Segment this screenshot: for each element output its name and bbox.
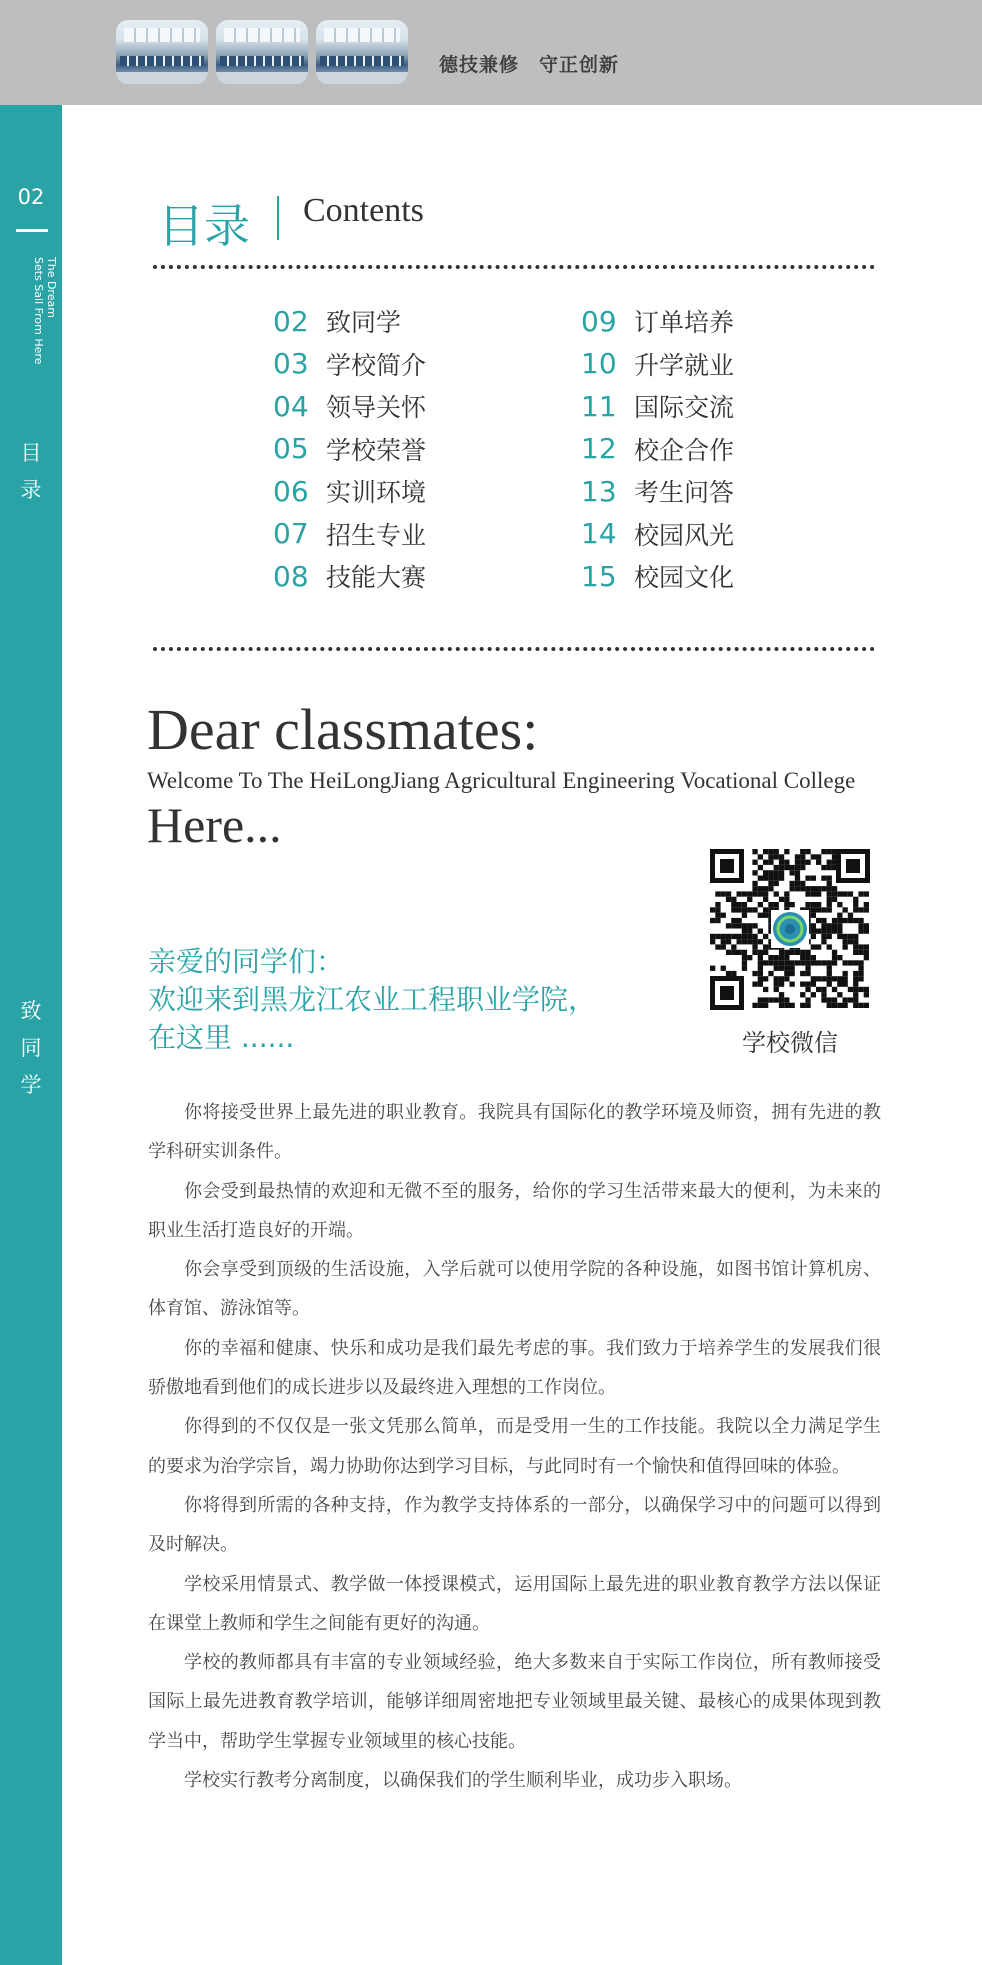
toc-item: 05 学校荣誉 (273, 432, 427, 466)
paragraph: 你将得到所需的各种支持，作为教学支持体系的一部分，以确保学习中的问题可以得到及时解决。 (148, 1494, 881, 1556)
toc-item: 14 校园风光 (581, 517, 735, 551)
side-section-contents: 目 录 (20, 441, 42, 502)
paragraph: 你会享受到顶级的生活设施，入学后就可以使用学院的各种设施，如图书馆计算机房、体育馆、游泳馆等。 (148, 1259, 881, 1320)
school-slogan: 德技兼修 守正创新 (439, 54, 620, 76)
paragraph: 你的幸福和健康、快乐和成功是我们最先考虑的事。我们致力于培养学生的发展我们很骄傲地看到他们的成长进步以及最终进入理想的工作岗位。 (148, 1337, 881, 1399)
dotted-divider-bottom (153, 647, 875, 651)
toc-item: 06 实训环境 (273, 474, 427, 508)
toc-item: 02 致同学 (273, 304, 402, 338)
toc-item: 09 订单培养 (581, 304, 735, 338)
page-number: 02 (17, 185, 45, 209)
side-tagline: The Dream Sets Sail From Here (32, 257, 58, 365)
classroom-photo-3 (316, 20, 408, 84)
toc-item: 04 领导关怀 (273, 389, 427, 423)
side-section-to-students: 致 同 学 (20, 999, 42, 1097)
side-strip (0, 105, 62, 1965)
letter-heading: Dear classmates: (147, 697, 539, 762)
toc-item: 07 招生专业 (273, 517, 427, 551)
paragraph: 学校的教师都具有丰富的专业领域经验，绝大多数来自于实际工作岗位，所有教师接受国际上最先进教育教学培训，能够详细周密地把专业领域里最关键、最核心的成果体现到教学当中，帮助学生掌握专业领域里的核心技能。 (148, 1652, 881, 1752)
toc-item: 12 校企合作 (581, 432, 735, 466)
side-divider (16, 229, 48, 232)
chinese-greeting: 亲爱的同学们： 欢迎来到黑龙江农业工程职业学院， 在这里 ...... (148, 945, 597, 1054)
dotted-divider-top (153, 265, 875, 269)
title-divider (277, 196, 279, 240)
letter-body (148, 1093, 881, 1800)
paragraph: 学校采用情景式、教学做一体授课模式，运用国际上最先进的职业教育教学方法以保证在课堂上教师和学生之间能有更好的沟通。 (148, 1573, 881, 1634)
toc-title-en: Contents (303, 192, 424, 229)
paragraph: 你将接受世界上最先进的职业教育。我院具有国际化的教学环境及师资，拥有先进的教学科研实训条件。 (148, 1102, 881, 1163)
paragraph: 你得到的不仅仅是一张文凭那么简单，而是受用一生的工作技能。我院以全力满足学生的要求为治学宗旨，竭力协助你达到学习目标，与此同时有一个愉快和值得回味的体验。 (148, 1416, 881, 1477)
toc-item: 03 学校简介 (273, 347, 427, 381)
toc-column-left (273, 300, 426, 598)
toc-item: 08 技能大赛 (273, 559, 427, 593)
header-bar (0, 0, 982, 105)
toc-item: 15 校园文化 (581, 559, 735, 593)
wechat-qr-code (710, 849, 870, 1010)
toc-item: 11 国际交流 (581, 389, 735, 423)
here-line: Here... (147, 797, 282, 853)
toc-item: 10 升学就业 (581, 347, 735, 381)
welcome-line: Welcome To The HeiLongJiang Agricultural Engineering Vocational College (147, 768, 856, 793)
classroom-photo-2 (216, 20, 308, 84)
paragraph: 你会受到最热情的欢迎和无微不至的服务，给你的学习生活带来最大的便利，为未来的职业生活打造良好的开端。 (148, 1180, 881, 1241)
toc-title: 目录 (158, 199, 250, 253)
toc-item: 13 考生问答 (581, 474, 735, 508)
toc-column-right (581, 300, 734, 598)
paragraph: 学校实行教考分离制度，以确保我们的学生顺利毕业，成功步入职场。 (184, 1770, 742, 1792)
classroom-photo-1 (116, 20, 208, 84)
qr-label: 学校微信 (742, 1029, 838, 1057)
